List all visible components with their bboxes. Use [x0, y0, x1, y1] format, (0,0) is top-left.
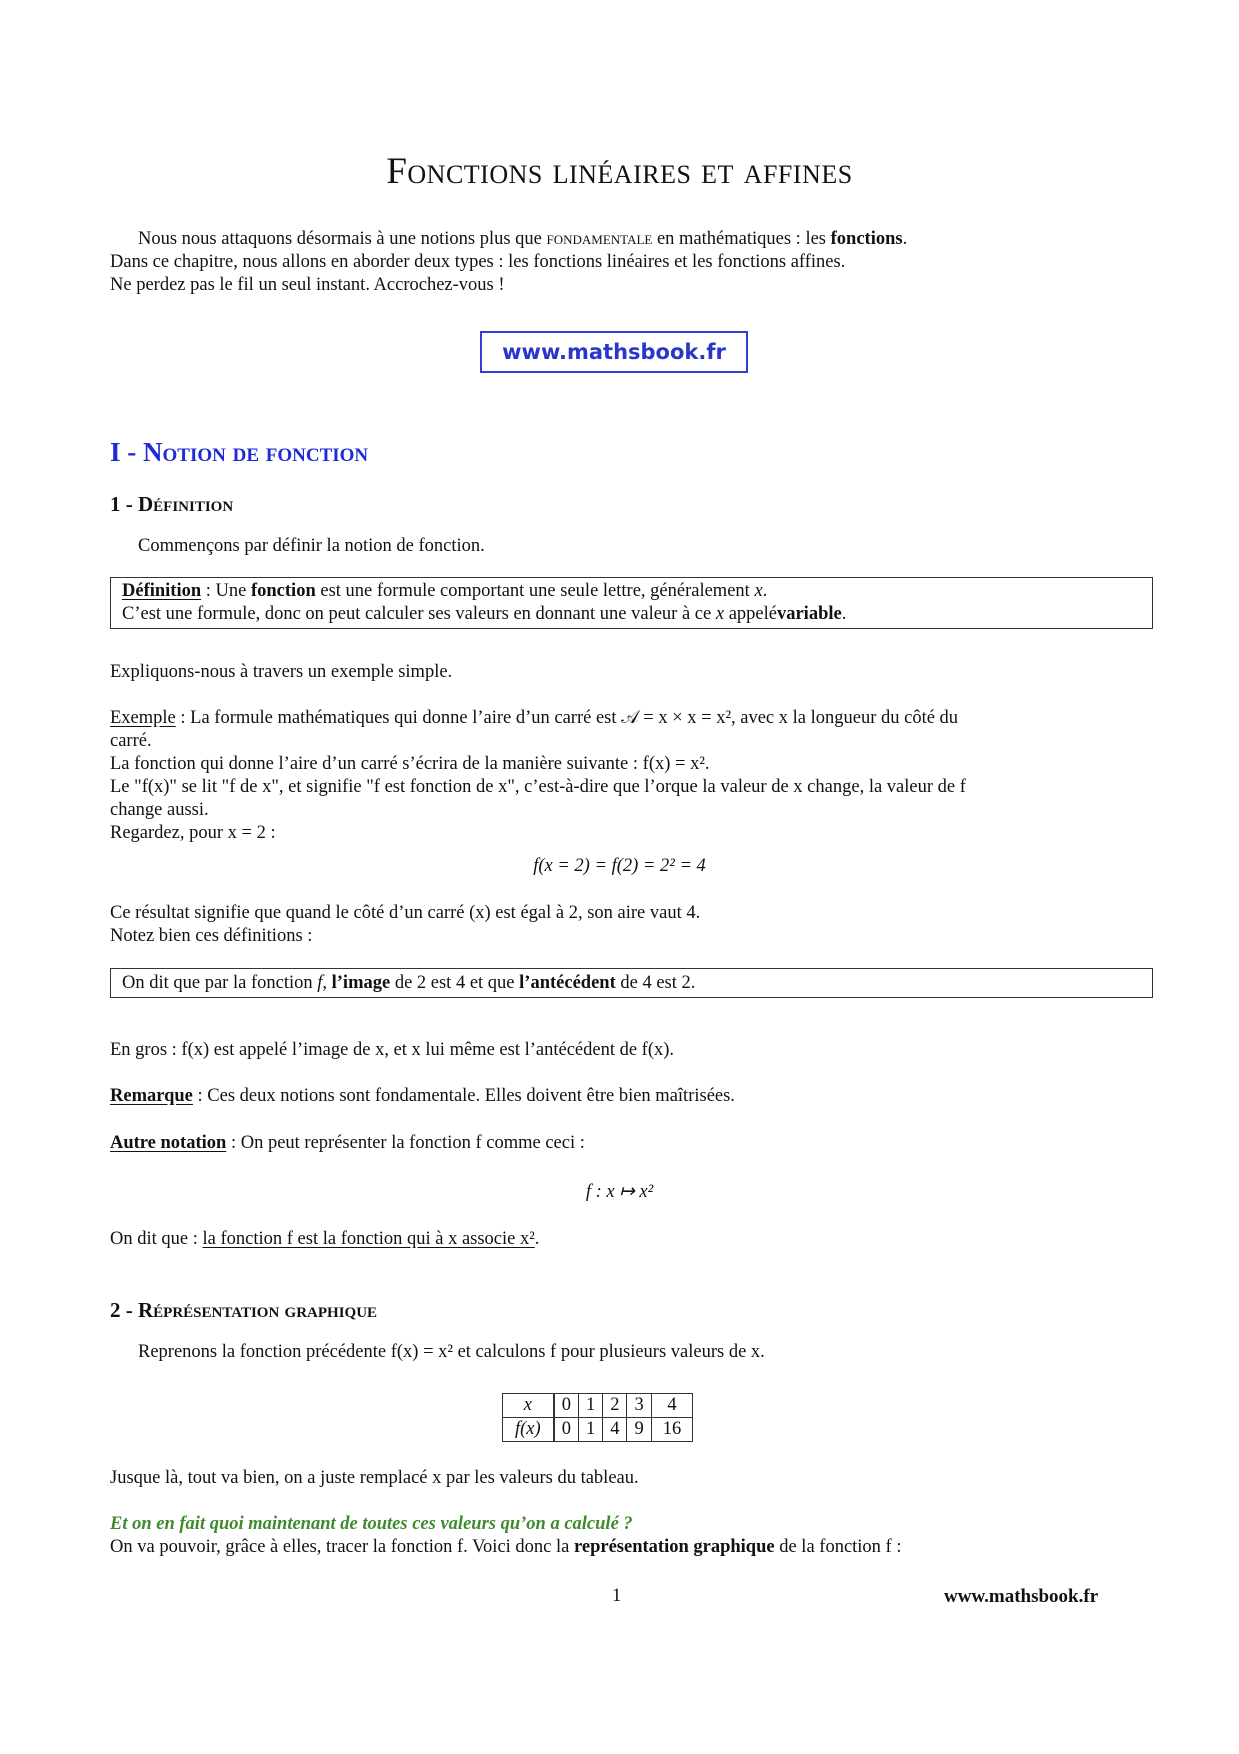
table-cell: 0: [554, 1418, 579, 1442]
final-text: de la fonction f :: [774, 1537, 902, 1557]
box-text: ,: [322, 973, 332, 993]
on-dit-text: .: [534, 1229, 540, 1249]
example-line-1: [110, 707, 1130, 730]
box-text: de 2 est 4 et que: [390, 973, 520, 993]
definition-text: .: [841, 604, 847, 624]
table-cell: 4: [651, 1394, 693, 1418]
example-line-4: Regardez, pour x = 2 :: [110, 823, 276, 843]
remarque-text: : Ces deux notions sont fondamentale. Elles doivent être bien maîtrisées.: [192, 1086, 735, 1106]
table-cell: 1: [578, 1394, 602, 1418]
reprenons-text: Reprenons la fonction précédente f(x) = x² et calculons f pour plusieurs valeurs de x.: [138, 1342, 765, 1362]
on-dit-underlined: la fonction f est la fonction qui à x associe x²: [202, 1229, 535, 1249]
remarque-line: [110, 1085, 735, 1108]
table-cell: 3: [627, 1394, 651, 1418]
antecedent-term: l’antécédent: [519, 973, 616, 993]
definition-line-1: [122, 580, 1141, 603]
on-dit-line: [110, 1228, 539, 1251]
remarque-label: Remarque: [110, 1086, 193, 1106]
subsection-title-definition: 1 - Définition: [110, 492, 234, 516]
function-f: f: [317, 973, 323, 993]
example-formula: f(x = 2) = f(2) = 2² = 4: [533, 856, 706, 876]
intro-paragraph: [110, 228, 1140, 297]
example-line-3b: change aussi.: [110, 800, 209, 820]
table-header-cell: f(x): [503, 1418, 554, 1442]
box-text: On dit que par la fonction: [122, 973, 318, 993]
question-text: Et on en fait quoi maintenant de toutes ces valeurs qu’on a calculé ?: [110, 1514, 633, 1534]
definition-bold: fonction: [250, 581, 316, 601]
table-cell: 9: [627, 1418, 651, 1442]
definition-box: [110, 577, 1153, 629]
autre-notation-label: Autre notation: [110, 1133, 227, 1153]
website-link-box[interactable]: www.mathsbook.fr: [480, 331, 748, 373]
example-line-3: Le "f(x)" se lit "f de x", et signifie "f est fonction de x", c’est-à-dire que l’orque la valeur de x change, la valeur de f: [110, 777, 966, 797]
definition-text: .: [762, 581, 768, 601]
example-block: [110, 707, 1130, 845]
jusque-text: Jusque là, tout va bien, on a juste remplacé x par les valeurs du tableau.: [110, 1468, 639, 1488]
final-line: [110, 1536, 901, 1559]
intro-line-3: Ne perdez pas le fil un seul instant. Accrochez-vous !: [110, 275, 505, 295]
definition-text: : Une: [201, 581, 251, 601]
values-table: [502, 1393, 693, 1442]
example-text: : La formule mathématiques qui donne l’aire d’un carré est 𝒜 = x × x = x², avec x la longueur du côté du: [175, 708, 959, 728]
notation-formula: f : x ↦ x²: [585, 1182, 654, 1202]
intro-text: Nous nous attaquons désormais à une notions plus que: [138, 229, 547, 249]
result-block: [110, 902, 700, 948]
intro-bold: fonctions: [830, 229, 903, 249]
result-line-1: Ce résultat signifie que quand le côté d’un carré (x) est égal à 2, son aire vaut 4.: [110, 903, 701, 923]
table-row-x: [503, 1394, 693, 1418]
intro-line-1: [110, 228, 1140, 251]
lead-text: Commençons par définir la notion de fonction.: [138, 536, 485, 556]
page-number: 1: [612, 1586, 622, 1606]
table-cell: 1: [578, 1418, 602, 1442]
box-text: de 4 est 2.: [615, 973, 696, 993]
result-line-2: Notez bien ces définitions :: [110, 926, 313, 946]
definition-label: Définition: [122, 581, 202, 601]
footer-website[interactable]: www.mathsbook.fr: [944, 1586, 1099, 1607]
definition-text: C’est une formule, donc on peut calculer ses valeurs en donnant une valeur à ce: [122, 604, 716, 624]
intro-text: en mathématiques : les: [652, 229, 831, 249]
image-term: l’image: [331, 973, 391, 993]
final-text: On va pouvoir, grâce à elles, tracer la fonction f. Voici donc la: [110, 1537, 574, 1557]
table-cell: 16: [651, 1418, 693, 1442]
table-cell: 0: [554, 1394, 579, 1418]
definition-text: est une formule comportant une seule lettre, généralement: [315, 581, 755, 601]
variable-x: x: [715, 604, 725, 624]
table-header-cell: x: [503, 1394, 554, 1418]
table-row-fx: [503, 1418, 693, 1442]
example-line-2: La fonction qui donne l’aire d’un carré s’écrira de la manière suivante : f(x) = x².: [110, 754, 710, 774]
autre-notation-text: : On peut représenter la fonction f comme ceci :: [226, 1133, 585, 1153]
intro-line-2: Dans ce chapitre, nous allons en aborder deux types : les fonctions linéaires et les fonctions affines.: [110, 252, 846, 272]
intro-smallcaps: fondamentale: [546, 229, 653, 249]
example-label: Exemple: [110, 708, 176, 728]
values-table-wrapper: [502, 1393, 693, 1442]
example-line-1b: carré.: [110, 731, 152, 751]
final-bold: représentation graphique: [574, 1537, 775, 1557]
definition-bold: variable: [776, 604, 842, 624]
autre-notation-line: [110, 1132, 585, 1155]
definition-line-2: [122, 603, 1141, 626]
definition-text: appelé: [724, 604, 777, 624]
intro-text: .: [902, 229, 908, 249]
en-gros-text: En gros : f(x) est appelé l’image de x, et x lui même est l’antécédent de f(x).: [110, 1040, 675, 1060]
image-antecedent-box: [110, 968, 1153, 998]
variable-x: x: [754, 581, 763, 601]
on-dit-text: On dit que :: [110, 1229, 203, 1249]
explain-text: Expliquons-nous à travers un exemple simple.: [110, 662, 453, 682]
table-cell: 4: [603, 1418, 627, 1442]
document-title: Fonctions linéaires et affines: [386, 151, 853, 192]
table-cell: 2: [603, 1394, 627, 1418]
subsection-title-graph: 2 - Réprésentation graphique: [110, 1298, 378, 1322]
section-title: I - Notion de fonction: [110, 437, 369, 467]
